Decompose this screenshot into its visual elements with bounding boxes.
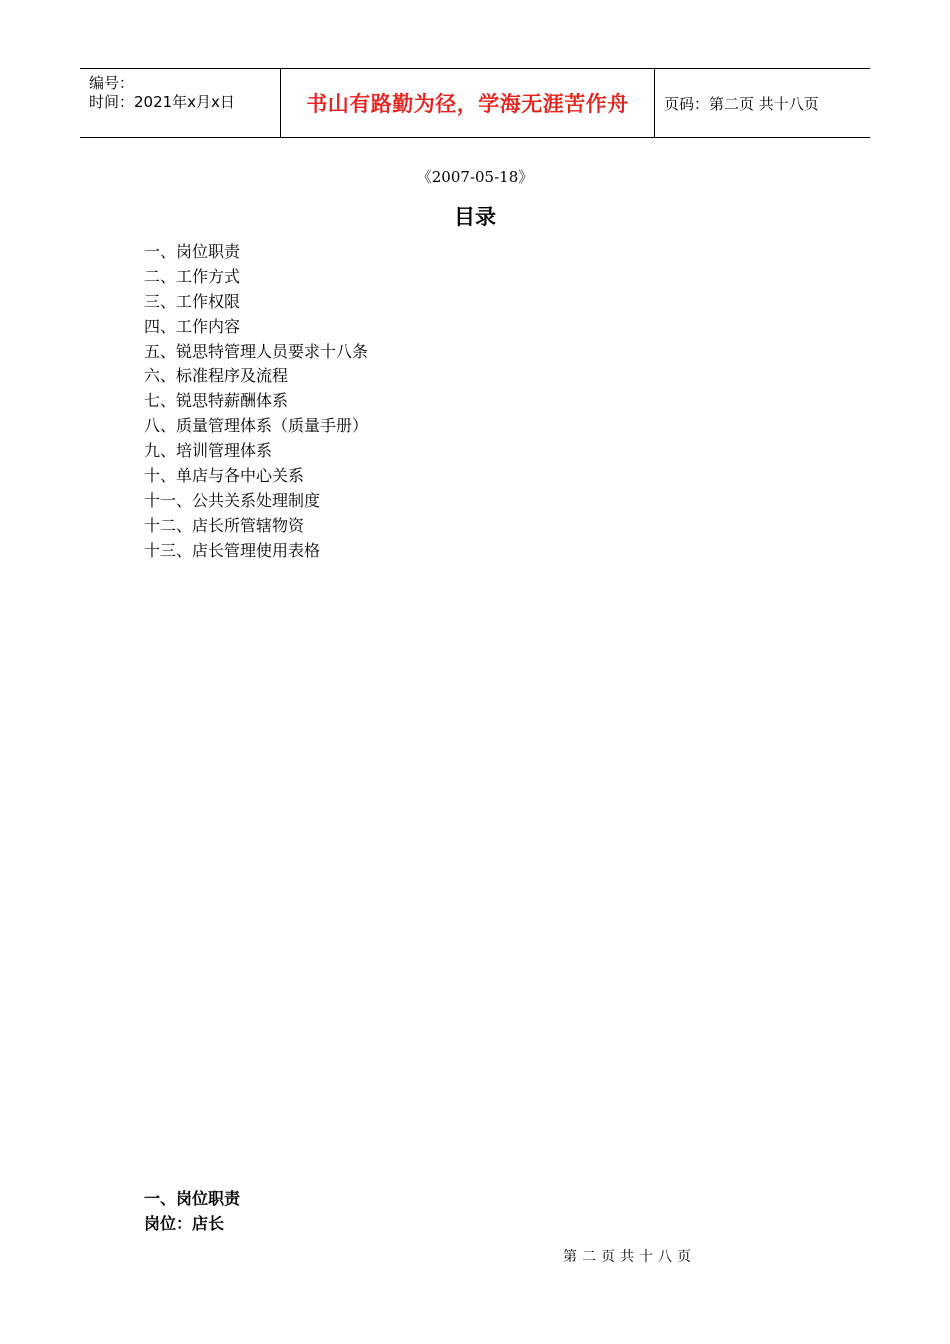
time-label: 时间：2021年x月x日 — [89, 93, 235, 111]
number-label: 编号： — [89, 74, 135, 92]
header-motto: 书山有路勤为径，学海无涯苦作舟 — [306, 92, 629, 116]
header-page-cell — [655, 69, 870, 137]
page-header — [80, 68, 870, 138]
toc-title: 目录 — [454, 205, 496, 229]
section-heading: 一、岗位职责 — [144, 1189, 241, 1208]
position-line: 岗位：店长 — [144, 1214, 225, 1233]
toc-item: 二、工作方式 — [144, 266, 241, 286]
toc-item: 六、标准程序及流程 — [144, 366, 289, 386]
toc-item: 一、岗位职责 — [144, 242, 241, 261]
toc-item: 八、质量管理体系（质量手册） — [144, 416, 369, 436]
toc-item: 十一、公共关系处理制度 — [144, 490, 321, 510]
toc-item: 九、培训管理体系 — [144, 441, 273, 461]
toc-item: 三、工作权限 — [144, 291, 241, 311]
toc-item: 四、工作内容 — [144, 316, 241, 336]
toc-item: 七、锐思特薪酬体系 — [144, 391, 289, 411]
toc-list — [144, 240, 368, 564]
header-page-code: 页码：第二页 共十八页 — [664, 94, 819, 113]
toc-item: 十、单店与各中心关系 — [144, 466, 305, 486]
toc-item: 十二、店长所管辖物资 — [144, 515, 305, 535]
toc-item: 十三、店长管理使用表格 — [144, 540, 321, 560]
header-motto-cell — [281, 69, 655, 137]
toc-item: 五、锐思特管理人员要求十八条 — [144, 341, 369, 361]
page-footer: 第二页共十八页 — [563, 1249, 696, 1265]
document-date: 《2007-05-18》 — [416, 168, 534, 186]
header-meta-cell — [80, 69, 281, 137]
